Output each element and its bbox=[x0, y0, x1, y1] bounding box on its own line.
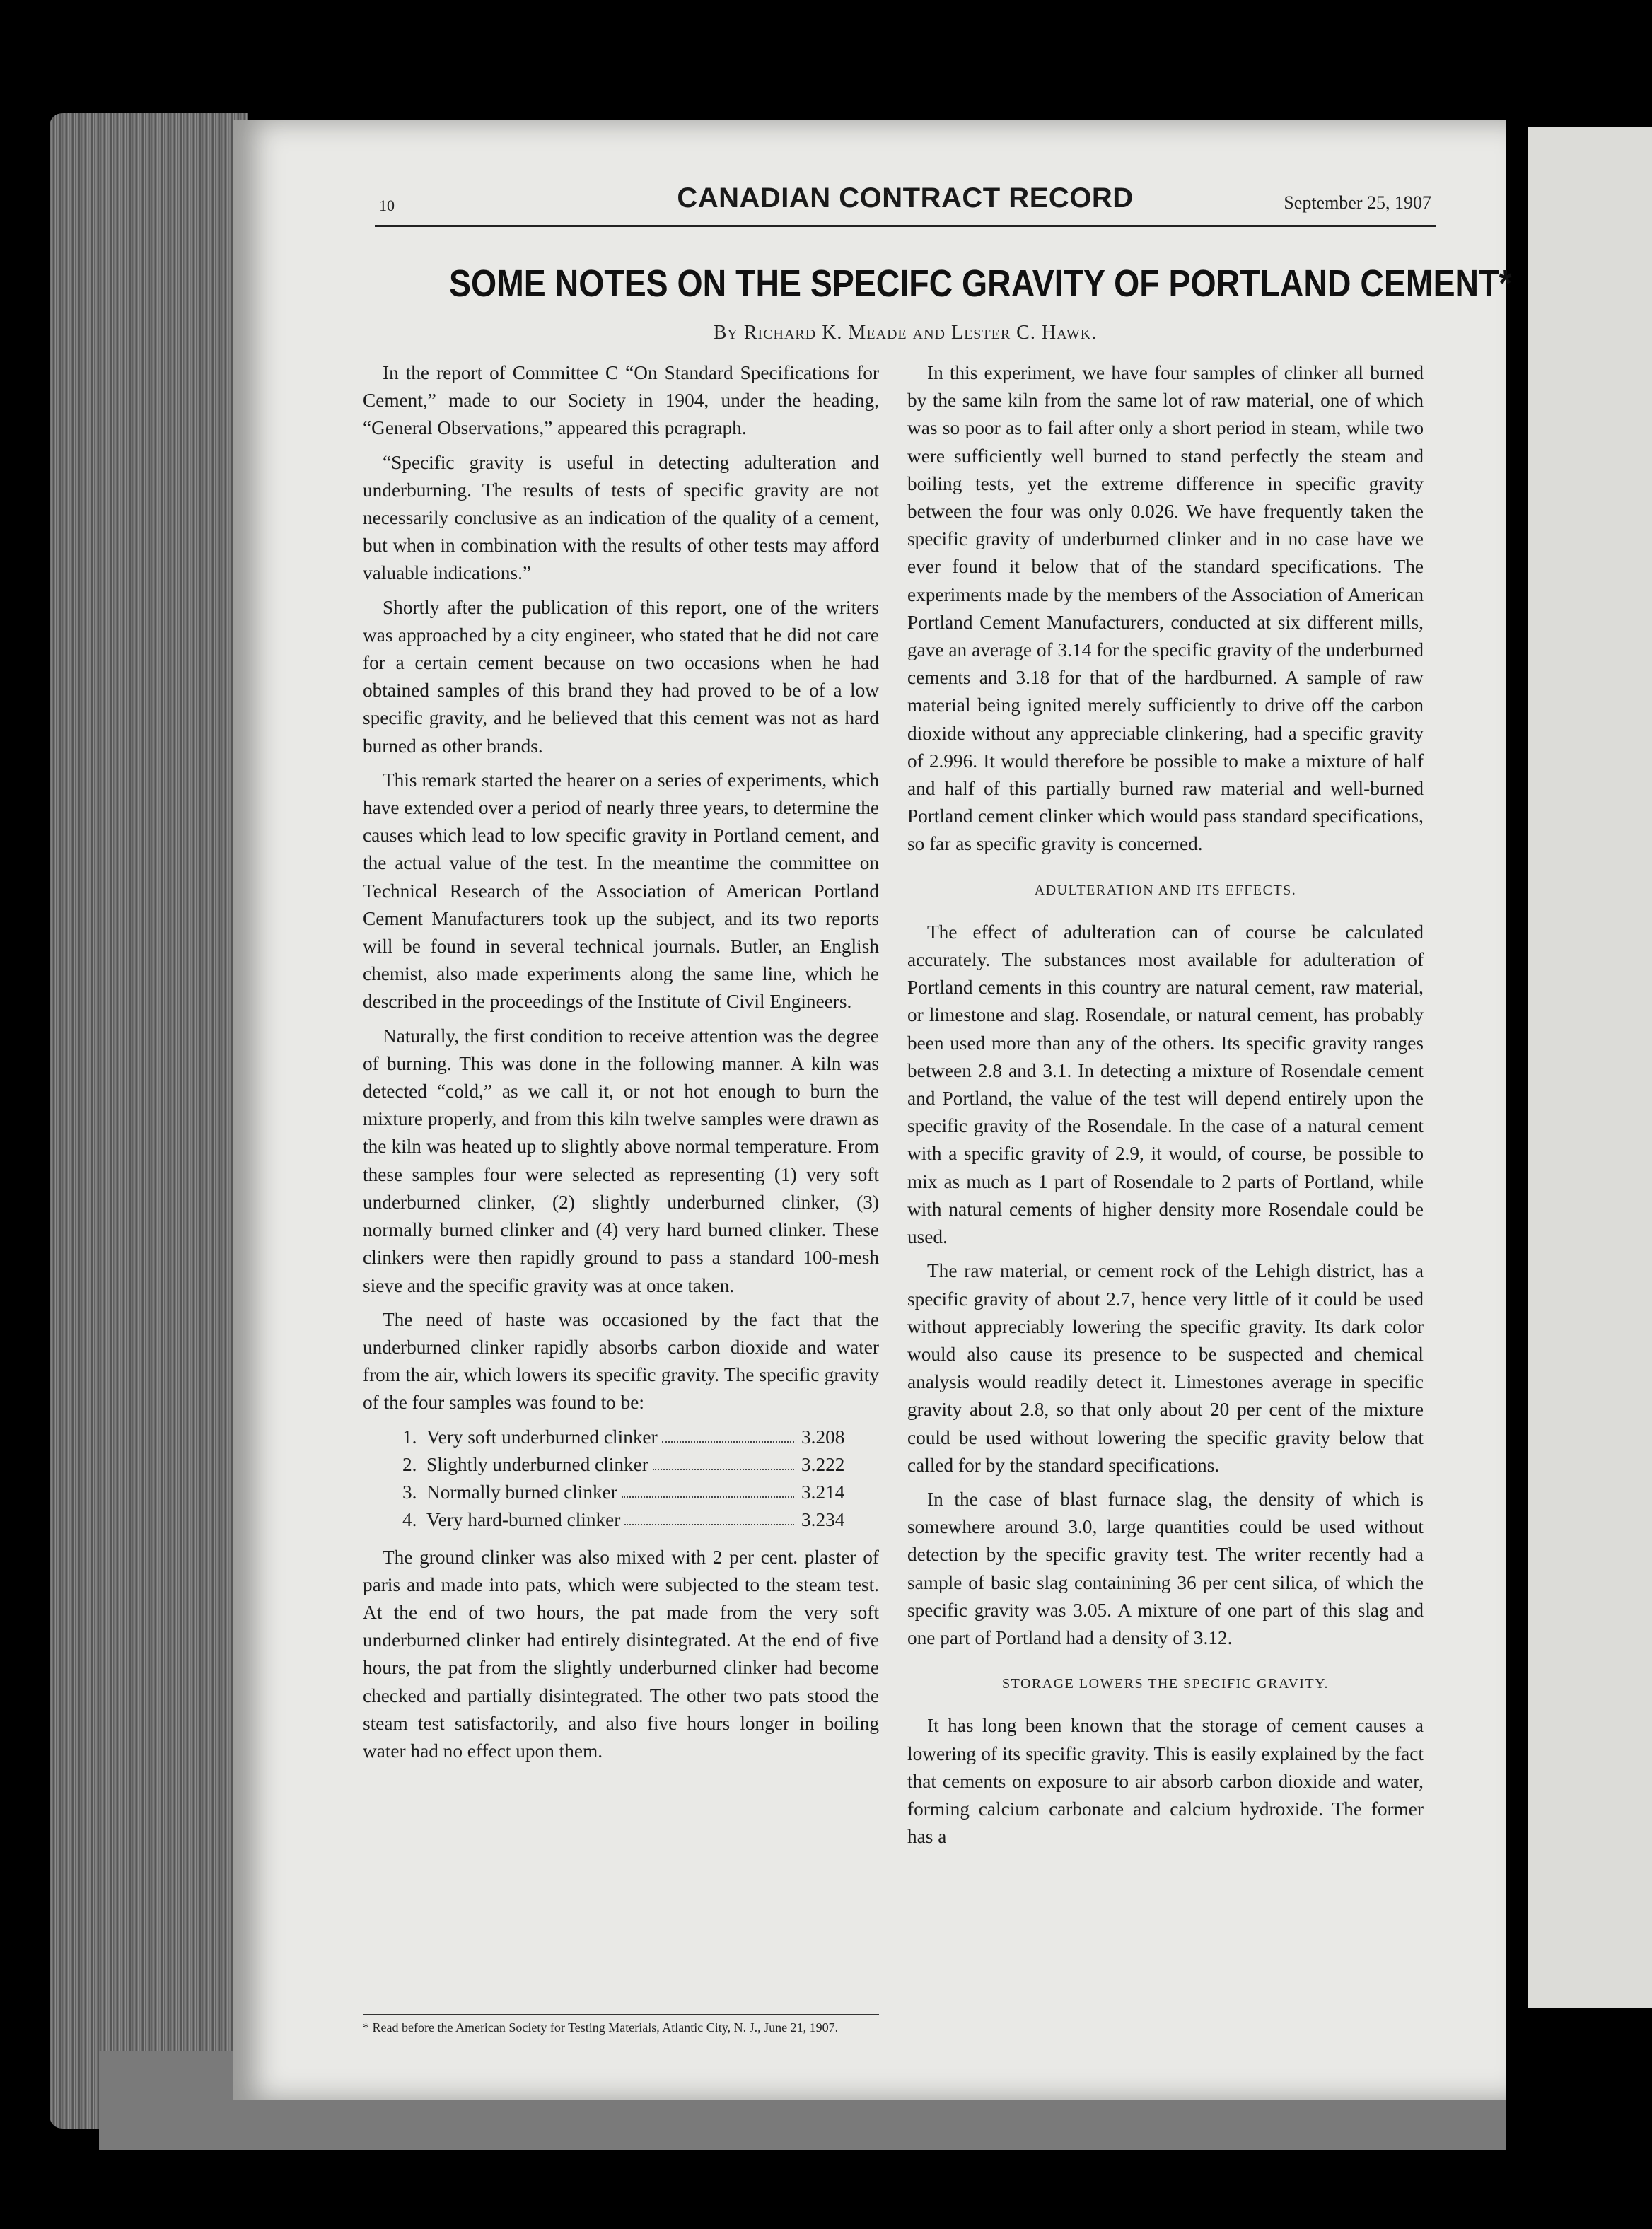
sample-list bbox=[402, 1424, 879, 1534]
list-item bbox=[402, 1506, 879, 1534]
leader-dots bbox=[624, 1506, 794, 1525]
item-value: 3.234 bbox=[801, 1508, 845, 1530]
item-name: Normally burned clinker bbox=[426, 1481, 617, 1503]
list-item bbox=[402, 1479, 879, 1506]
article-byline: By Richard K. Meade and Lester C. Hawk. bbox=[713, 322, 1098, 344]
paragraph: In the case of blast furnace slag, the density of which is somewhere around 3.0, large quantities could be used without detection by the specific gravity test. The writer recently had a sample of basic slag containining 36 per cent silica, of which the specific gravity was 3.05. A mixture of one part of this slag and one part of Portland had a density of 3.12. bbox=[907, 1488, 1424, 1648]
paragraph: Shortly after the publication of this report, one of the writers was approached by a city engineer, who stated that he did not care for a certain cement because on two occasions when he had obtained samples of this brand they had proved to be of a low specific gravity, and he believed that this cement was not as hard burned as other brands. bbox=[363, 596, 879, 757]
item-value: 3.222 bbox=[801, 1453, 845, 1475]
paragraph: “Specific gravity is useful in detecting adulteration and underburning. The results of tests of specific gravity are not necessarily conclusive as an indication of the quality of a cement, but when in combination with the results of other tests may afford valuable indications.” bbox=[363, 451, 879, 584]
journal-title: CANADIAN CONTRACT RECORD bbox=[677, 182, 1134, 214]
item-value: 3.214 bbox=[801, 1481, 845, 1503]
item-number: 3. bbox=[402, 1481, 417, 1503]
paragraph: Naturally, the first condition to receive attention was the degree of burning. This was done in the following manner. A kiln was detected “cold,” as we call it, or not hot enough to burn the mixture properly, and from this kiln twelve samples were drawn as the kiln was heated up to slightly above normal temperature. From these samples four were selected as representing (1) very soft underburned clinker, (2) slightly underburned clinker, (3) normally burned clinker and (4) very hard burned clinker. These clinkers were then rapidly ground to pass a standard 100-mesh sieve and the specific gravity was at once taken. bbox=[363, 1025, 879, 1296]
book-page-edges bbox=[50, 113, 248, 2129]
item-number: 2. bbox=[402, 1453, 417, 1475]
article-title: SOME NOTES ON THE SPECIFC GRAVITY OF PORTLAND CEMENT* bbox=[449, 262, 1512, 305]
running-header bbox=[375, 182, 1436, 227]
paragraph: In the report of Committee C “On Standard Specifications for Cement,” made to our Society in 1904, under the heading, “General Observations,” appeared this pcragraph. bbox=[363, 362, 879, 439]
list-item bbox=[402, 1451, 879, 1479]
leader-dots bbox=[653, 1451, 794, 1470]
facing-page bbox=[1528, 127, 1652, 2008]
issue-date: September 25, 1907 bbox=[1284, 192, 1431, 213]
right-column bbox=[907, 359, 1424, 1857]
section-heading: ADULTERATION AND ITS EFFECTS. bbox=[1034, 882, 1297, 898]
item-number: 1. bbox=[402, 1426, 417, 1448]
paragraph: It has long been known that the storage of cement causes a lowering of its specific gravity. This is easily explained by the fact that cements on exposure to air absorb carbon dioxide and water, forming calcium carbonate and calcium hydroxide. The former has a bbox=[907, 1715, 1424, 1848]
item-name: Slightly underburned clinker bbox=[426, 1453, 648, 1475]
item-number: 4. bbox=[402, 1508, 417, 1530]
item-value: 3.208 bbox=[801, 1426, 845, 1448]
left-column bbox=[363, 359, 879, 1771]
footnote: * Read before the American Society for Testing Materials, Atlantic City, N. J., June 21, 1907. bbox=[363, 2014, 879, 2035]
paragraph: The ground clinker was also mixed with 2 per cent. plaster of paris and made into pats, which were subjected to the steam test. At the end of two hours, the pat made from the very soft underburned clinker had entirely disintegrated. At the end of five hours, the pat from the slightly underburned clinker had become checked and partially disintegrated. The other two pats stood the steam test satisfactorily, and also five hours longer in boiling water had no effect upon them. bbox=[363, 1546, 879, 1762]
section-heading: STORAGE LOWERS THE SPECIFIC GRAVITY. bbox=[1001, 1676, 1330, 1692]
page-number: 10 bbox=[379, 197, 395, 214]
paragraph: The need of haste was occasioned by the fact that the underburned clinker rapidly absorbs carbon dioxide and water from the air, which lowers its specific gravity. The specific gravity of the four samples was found to be: bbox=[363, 1308, 879, 1414]
paragraph: In this experiment, we have four samples of clinker all burned by the same kiln from the same lot of raw material, one of which was so poor as to fail after only a short period in steam, while two were sufficiently well burned to stand perfectly the steam and boiling tests, yet the extreme difference in specific gravity between the four was only 0.026. We have frequently taken the specific gravity of underburned clinker and in no case have we ever found it below that of the standard specifications. The experiments made by the members of the Association of American Portland Cement Manufacturers, conducted at six different mills, gave an average of 3.14 for the specific gravity of the underburned cements and 3.18 for that of the hardburned. A sample of raw material being ignited merely sufficiently to drive off the carbon dioxide without any appreciable clinkering, had a specific gravity of 2.996. It would therefore be possible to make a mixture of half and half of this partially burned raw material and well-burned Portland cement clinker which would pass standard specifications, so far as specific gravity is concerned. bbox=[907, 362, 1424, 855]
paragraph: The raw material, or cement rock of the Lehigh district, has a specific gravity of about 2.7, hence very little of it could be used without appreciably lowering the specific gravity. Its dark color would also cause its presence to be suspected and chemical analysis would readily detect it. Limestones average in specific gravity about 2.8, so that only about 20 per cent of the mixture could be used without lowering the specific gravity below that called for by the standard specifications. bbox=[907, 1260, 1424, 1476]
item-name: Very soft underburned clinker bbox=[426, 1426, 658, 1448]
list-item bbox=[402, 1424, 879, 1451]
item-name: Very hard-burned clinker bbox=[426, 1508, 621, 1530]
leader-dots bbox=[622, 1479, 794, 1498]
paragraph: The effect of adulteration can of course be calculated accurately. The substances most available for adulteration of Portland cements in this country are natural cement, raw material, or limestone and slag. Rosendale, or natural cement, has probably been used more than any of the others. Its specific gravity ranges between 2.8 and 3.1. In detecting a mixture of Rosendale cement and Portland, the value of the test will depend entirely upon the specific gravity of the Rosendale. In the case of a natural cement with a specific gravity of 2.9, it would, of course, be possible to mix as much as 1 part of Rosendale to 2 parts of Portland, while with natural cements of higher density more Rosendale could be used. bbox=[907, 921, 1424, 1248]
leader-dots bbox=[662, 1424, 794, 1443]
paragraph: This remark started the hearer on a series of experiments, which have extended over a period of nearly three years, to determine the causes which lead to low specific gravity in Portland cement, and the actual value of the test. In the meantime the committee on Technical Research of the Association of American Portland Cement Manufacturers took up the subject, and its two reports will be found in several technical journals. Butler, an English chemist, also made experiments along the same line, which he described in the proceedings of the Institute of Civil Engineers. bbox=[363, 769, 879, 1013]
